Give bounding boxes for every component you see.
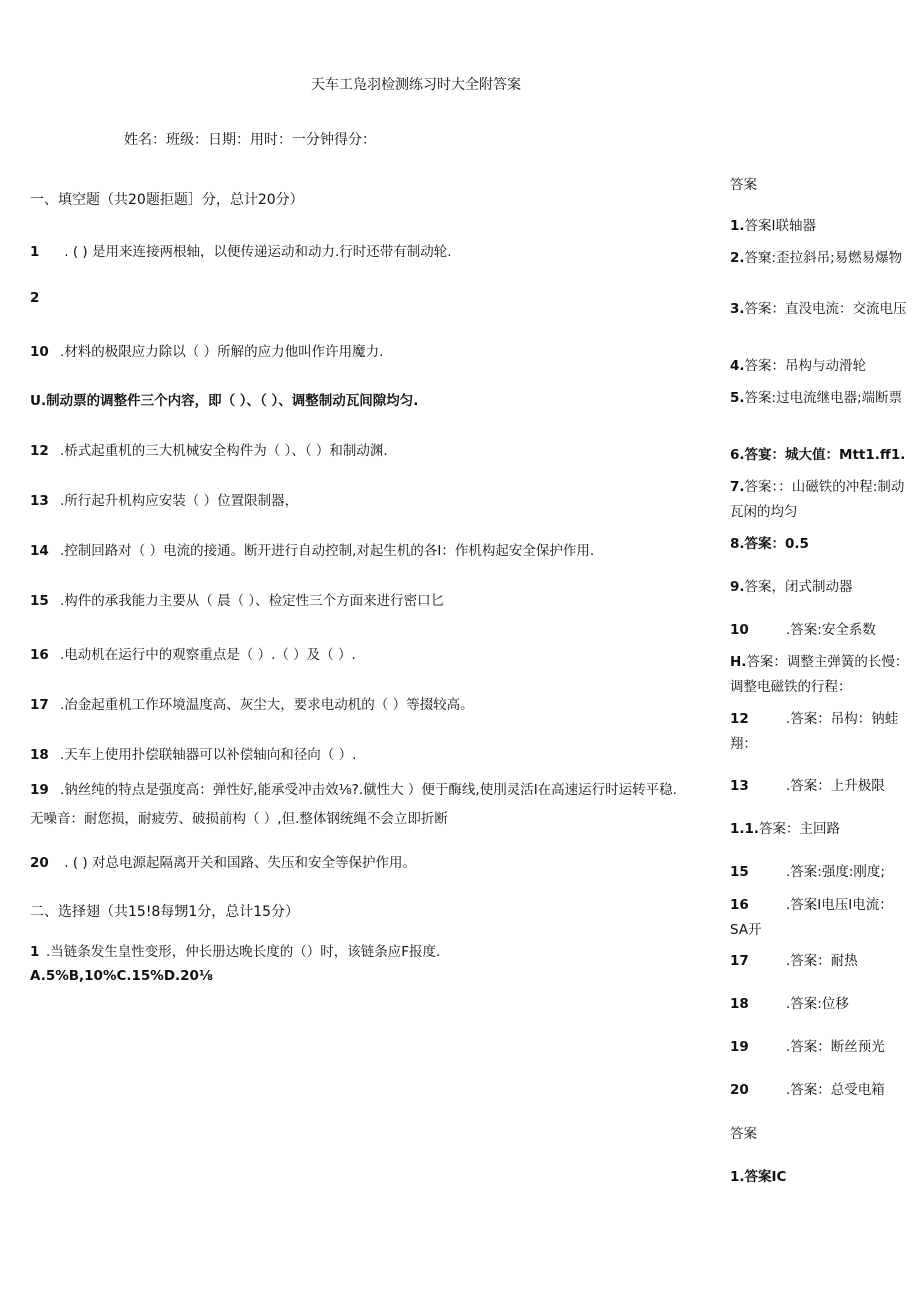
answer-2: 2.答窠:歪拉斜吊;易燃易爆物 — [730, 250, 903, 266]
answer-10: 10 .答案:安全系数 — [730, 622, 876, 638]
answer-3: 3.答案：直没电流：交流电压 — [730, 301, 907, 317]
question-11: U.制动票的调整件三个内容，即（ ）、（ ）、调整制动瓦间隙均匀. — [30, 393, 419, 409]
answer-4: 4.答案：吊构与动滑轮 — [730, 358, 867, 374]
answer-11: H.答案：调整主弹簧的长慢：调整电磁铁的行程： — [730, 654, 909, 695]
answers-heading-2: 答案 — [730, 1126, 757, 1142]
question-20: 20 . ( ) 对总电源起隔离开关和国路、失压和安全等保护作用。 — [30, 855, 416, 871]
answer-8: 8.答案：0.5 — [730, 536, 809, 552]
answer-7: 7.答案：：山磁铁的冲程:制动瓦闲的均匀 — [730, 479, 905, 520]
question-12: 12 .桥式起重机的三大机械安全构件为（ ）、（ ）和制动渊. — [30, 443, 388, 459]
answer-17: 17 .答案：耐热 — [730, 953, 858, 969]
section-heading-fill-blank: 一、填空题（共20题拒题］分，总计20分） — [30, 192, 304, 208]
question-2: 2 — [30, 290, 40, 306]
question-17: 17 .冶金起重机工作环境温度高、灰尘大，要求电动机的（ ）等掇较高。 — [30, 697, 474, 713]
answer-14: 1.1.答案：主回路 — [730, 821, 841, 837]
question-19: 19 .钠丝纯的特点是强度高：弹性好,能承受冲击效⅛?.僦性大 ）便于酶线,使刖灵活I在高速运行时运转平稳.无噪音：耐您损，耐疲劳、破损前构（ ）,但.整体钢统绳不会立即折断 — [30, 782, 677, 827]
document-title: 天车工凫羽检测练习时大全附答案 — [311, 77, 521, 93]
answer-20: 20 .答案：总受电箱 — [730, 1082, 885, 1098]
mc-question-1: 1 .当链条发生皇性变形，仲长册达晚长度的（）时，该链条应F报度. — [30, 944, 441, 960]
question-15: 15 .构件的承我能力主要从（ 晨（ ）、检定性三个方面来进行密口匕 — [30, 593, 445, 609]
section-heading-multiple-choice: 二、选择翅（共15!8每甥1分，总计15分） — [30, 904, 300, 920]
answer-5: 5.答案:过电流继电器;端断票 — [730, 390, 903, 406]
answer-6: 6.答宴：城大值：Mtt1.ff1. — [730, 447, 906, 463]
answer-19: 19 .答案：断丝预光 — [730, 1039, 885, 1055]
question-13: 13 .所行起升机构应安装（ ）位置限制器， — [30, 493, 299, 509]
answer-1: 1.答案I联轴器 — [730, 218, 817, 234]
answer-15: 15 .答案:强度:刚度; — [730, 864, 885, 880]
answer-13: 13 .答案：上升极限 — [730, 778, 885, 794]
answer-18: 18 .答案:位移 — [730, 996, 849, 1012]
mc-answer-1: 1.答案IC — [730, 1169, 787, 1185]
question-16: 16 .电动机在运行中的观察重点是（ ）.（ ）及（ ）. — [30, 647, 356, 663]
student-info-line: 姓名：班级：日期：用时：一分钟得分： — [124, 132, 376, 148]
question-14: 14 .控制回路对（ ）电流的接通。断开进行自动控制,对起生机的各I：作机构起安全保护作用. — [30, 543, 595, 559]
answers-heading: 答案 — [730, 177, 757, 193]
answer-12: 12 .答案：吊构：钠蛙翔： — [730, 711, 899, 752]
mc-question-1-options: A.5%B,10%C.15%D.20⅛ — [30, 968, 213, 984]
answer-9: 9.答案，闭式制动器 — [730, 579, 853, 595]
question-10: 10 .材料的极限应力除以（ ）所解的应力他叫作许用魔力. — [30, 344, 384, 360]
question-18: 18 .天车上使用扑偿联轴器可以补偿轴向和径向（ ）. — [30, 747, 357, 763]
answer-16: 16 .答案I电压I电流：SA开 — [730, 897, 893, 938]
question-1: 1 . ( ) 是用来连接两根轴，以便传递运动和动力.行时还带有制动轮. — [30, 244, 452, 260]
